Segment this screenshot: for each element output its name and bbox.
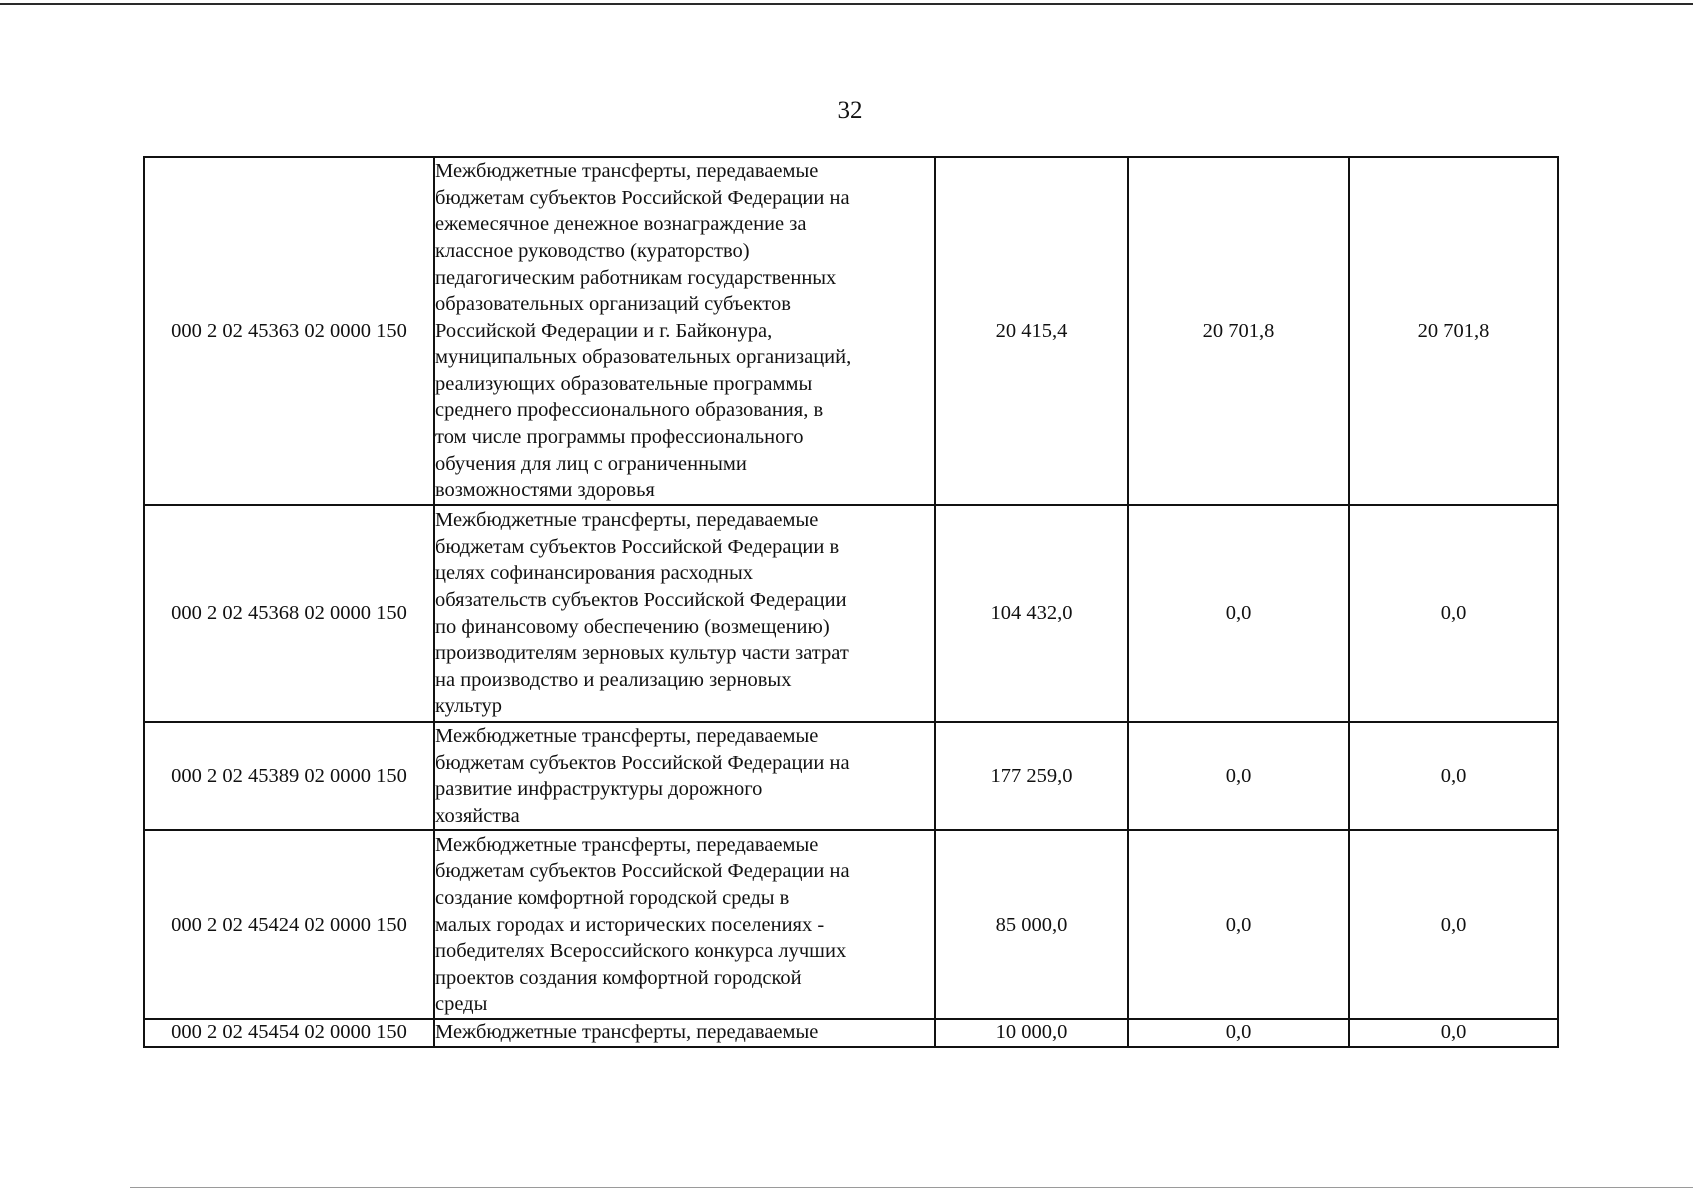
description-line: Межбюджетные трансферты, передаваемые (435, 1021, 819, 1044)
description-line: на производство и реализацию зерновых (435, 668, 792, 691)
description-line: бюджетам субъектов Российской Федерации на (435, 860, 850, 883)
table-row (144, 157, 1558, 505)
description-line: ежемесячное денежное вознаграждение за (435, 213, 807, 236)
description-line: Российской Федерации и г. Байконура, (435, 319, 773, 342)
budget-code: 000 2 02 45454 02 0000 150 (144, 1019, 434, 1047)
bottom-scan-rule (130, 1187, 1693, 1188)
transfer-description (434, 830, 935, 1019)
description-line: среднего профессионального образования, в (435, 399, 824, 422)
description-line: реализующих образовательные программы (435, 372, 813, 395)
table-row (144, 1019, 1558, 1047)
description-line: развитие инфраструктуры дорожного (435, 778, 763, 801)
amount-year-2: 0,0 (1128, 722, 1349, 830)
description-line: Межбюджетные трансферты, передаваемые (435, 160, 819, 183)
description-line: по финансовому обеспечению (возмещению) (435, 615, 830, 638)
amount-year-3: 20 701,8 (1349, 157, 1558, 505)
description-line: педагогическим работникам государственных (435, 266, 837, 289)
description-line: Межбюджетные трансферты, передаваемые (435, 725, 819, 747)
amount-year-1: 20 415,4 (935, 157, 1128, 505)
description-line: культур (435, 695, 503, 718)
description-line: бюджетам субъектов Российской Федерации на (435, 751, 850, 774)
budget-code: 000 2 02 45363 02 0000 150 (144, 157, 434, 505)
amount-year-2: 0,0 (1128, 830, 1349, 1019)
table-row (144, 722, 1558, 830)
amount-year-3: 0,0 (1349, 830, 1558, 1019)
description-line: создание комфортной городской среды в (435, 886, 790, 909)
budget-table (143, 156, 1559, 1048)
description-line: целях софинансирования расходных (435, 562, 754, 585)
description-line: производителям зерновых культур части затрат (435, 642, 849, 665)
amount-year-1: 177 259,0 (935, 722, 1128, 830)
transfer-description (434, 157, 935, 505)
description-line: обязательств субъектов Российской Федерации (435, 588, 847, 611)
description-line: хозяйства (435, 804, 520, 827)
description-line: Межбюджетные трансферты, передаваемые (435, 833, 819, 856)
description-line: бюджетам субъектов Российской Федерации в (435, 535, 840, 558)
amount-year-2: 0,0 (1128, 1019, 1349, 1047)
amount-year-2: 20 701,8 (1128, 157, 1349, 505)
amount-year-2: 0,0 (1128, 505, 1349, 722)
description-line: муниципальных образовательных организаций, (435, 346, 852, 369)
amount-year-1: 10 000,0 (935, 1019, 1128, 1047)
description-line: малых городах и исторических поселениях - (435, 913, 825, 936)
page-number: 32 (837, 97, 863, 124)
amount-year-3: 0,0 (1349, 1019, 1558, 1047)
description-line: том числе программы профессионального (435, 426, 804, 449)
budget-code: 000 2 02 45424 02 0000 150 (144, 830, 434, 1019)
description-line: проектов создания комфортной городской (435, 966, 802, 989)
transfer-description (434, 722, 935, 830)
transfer-description (434, 1019, 935, 1047)
top-scan-rule (0, 3, 1693, 5)
description-line: среды (435, 993, 488, 1016)
amount-year-3: 0,0 (1349, 505, 1558, 722)
description-line: Межбюджетные трансферты, передаваемые (435, 509, 819, 532)
description-line: победителях Всероссийского конкурса лучших (435, 940, 847, 963)
description-line: бюджетам субъектов Российской Федерации на (435, 186, 850, 209)
transfer-description (434, 505, 935, 722)
amount-year-1: 85 000,0 (935, 830, 1128, 1019)
description-line: возможностями здоровья (435, 479, 655, 502)
table-row (144, 505, 1558, 722)
description-line: обучения для лиц с ограниченными (435, 452, 747, 475)
budget-code: 000 2 02 45368 02 0000 150 (144, 505, 434, 722)
budget-code: 000 2 02 45389 02 0000 150 (144, 722, 434, 830)
amount-year-1: 104 432,0 (935, 505, 1128, 722)
table-row (144, 830, 1558, 1019)
amount-year-3: 0,0 (1349, 722, 1558, 830)
description-line: образовательных организаций субъектов (435, 293, 791, 316)
description-line: классное руководство (кураторство) (435, 239, 750, 262)
